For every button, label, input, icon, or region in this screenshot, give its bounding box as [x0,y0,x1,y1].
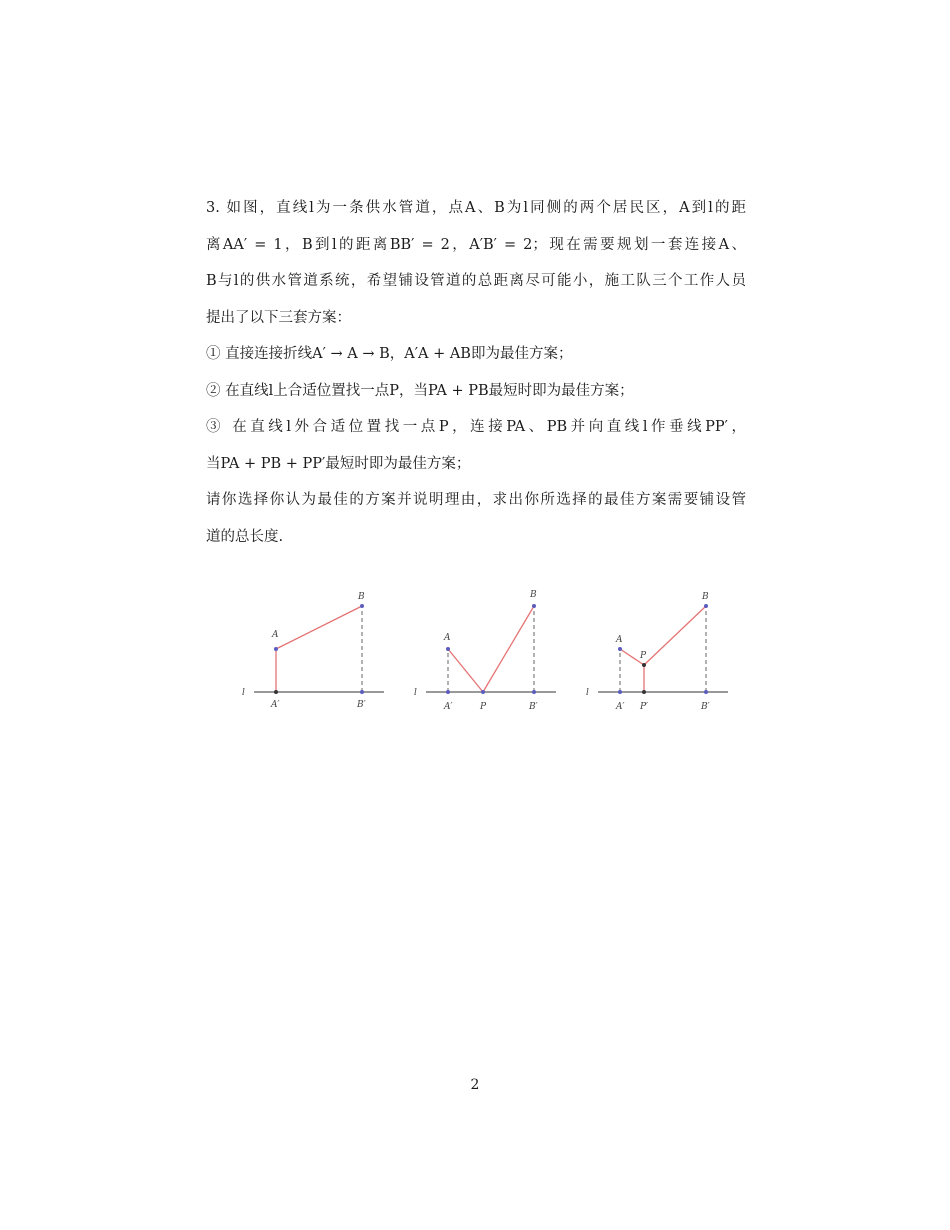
label-P: P [480,702,487,712]
point-A-foot [446,690,450,694]
figure-scheme-2 [408,585,568,720]
option-3-line-2: 当PA + PB + PP′最短时即为最佳方案； [206,455,471,472]
label-P-foot: P′ [640,702,649,712]
point-B-foot [532,690,536,694]
point-B [360,604,364,608]
figures-row [236,585,736,720]
label-line: l [414,688,417,698]
label-P: P [640,651,647,661]
point-B [704,604,708,608]
point-P-foot [642,690,646,694]
point-B [532,604,536,608]
problem-line-4: 提出了以下三套方案： [206,309,351,326]
label-line: l [242,688,245,698]
label-B-foot: B′ [529,702,538,712]
label-B-foot: B′ [357,700,366,710]
point-B-foot [360,690,364,694]
point-B-foot [704,690,708,694]
option-2: ② 在直线l上合适位置找一点P，当PA + PB最短时即为最佳方案； [206,382,634,399]
pipe-AB [276,606,362,649]
point-A [446,647,450,651]
point-P [481,690,485,694]
label-B: B [358,592,365,602]
option-1: ① 直接连接折线A′ → A → B，A′A + AB即为最佳方案； [206,346,573,362]
page-number: 2 [470,1077,480,1093]
option-3-line-1: ③ 在直线l外合适位置找一点P，连接PA、PB并向直线l作垂线PP′， [206,419,746,435]
point-A [274,647,278,651]
problem-line-2: 离AA′ = 1，B到l的距离BB′ = 2，A′B′ = 2；现在需要规划一套连接A、 [206,236,746,253]
question-line-2: 道的总长度. [206,528,284,545]
pipe-PB [483,606,534,692]
point-A-foot [618,690,622,694]
pipe-PB [644,606,706,665]
point-P [642,663,646,667]
pipe-PA [448,649,483,692]
label-A: A [616,635,623,645]
question-line-1: 请你选择你认为最佳的方案并说明理由，求出你所选择的最佳方案需要铺设管 [206,492,746,508]
figure-scheme-3 [580,585,740,720]
label-B: B [530,590,537,600]
problem-line-3: B与l的供水管道系统，希望铺设管道的总距离尽可能小，施工队三个工作人员 [206,273,746,289]
label-A-foot: A′ [616,702,625,712]
label-B-foot: B′ [701,702,710,712]
label-A-foot: A′ [444,702,453,712]
label-B: B [702,592,709,602]
point-A [618,647,622,651]
figure-scheme-1 [236,585,396,720]
label-A: A [272,630,279,640]
problem-line-1: 3. 如图，直线l为一条供水管道，点A、B为l同侧的两个居民区，A到l的距 [206,200,746,216]
label-line: l [586,688,589,698]
point-A-foot [274,690,278,694]
problem-text [206,190,746,555]
label-A: A [444,633,451,643]
label-A-foot: A′ [271,700,280,710]
